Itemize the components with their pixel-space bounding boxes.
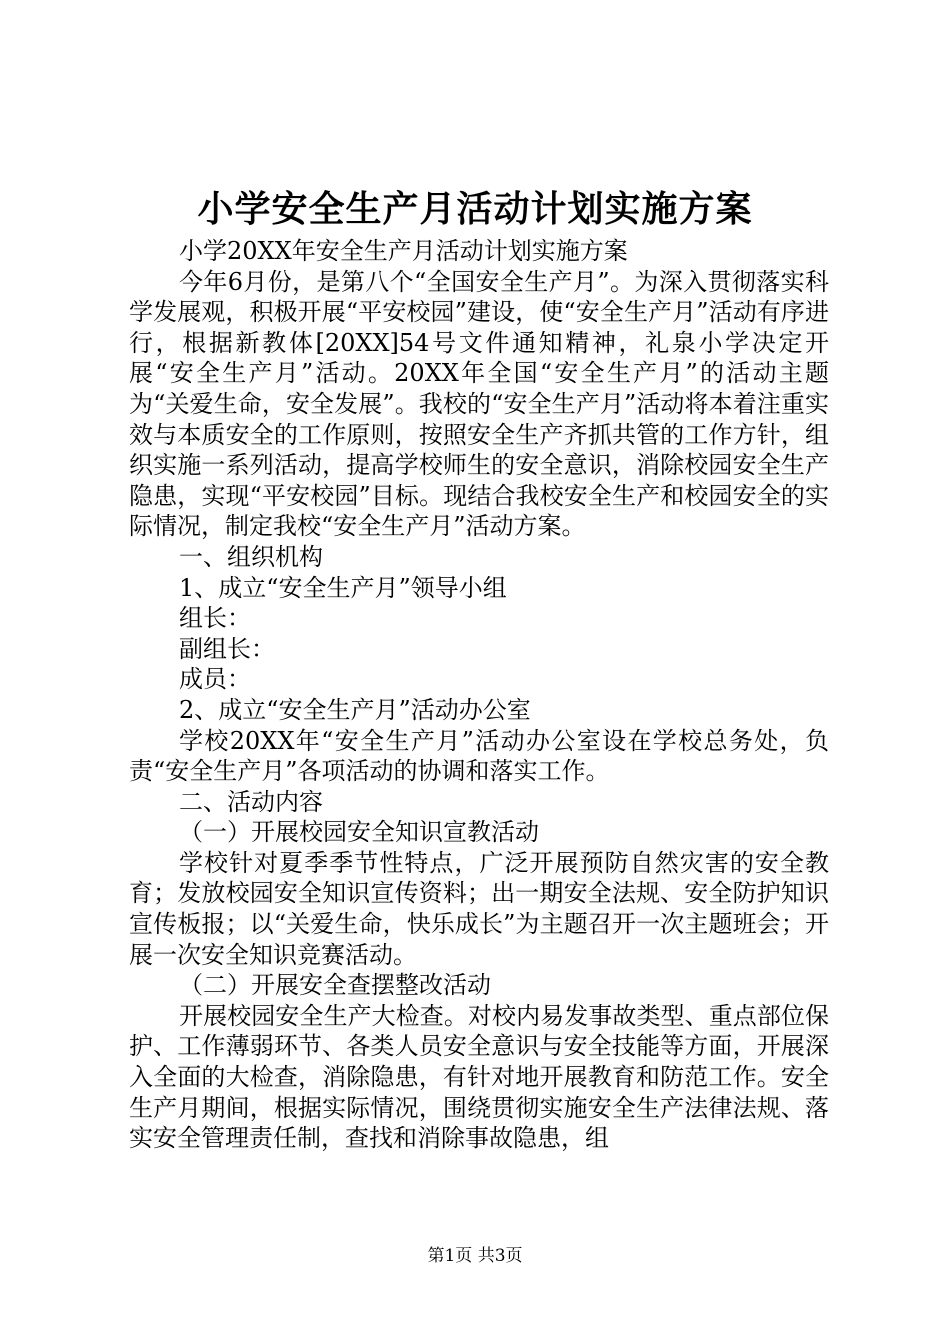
- document-title: 小学安全生产月活动计划实施方案: [197, 188, 753, 230]
- item-leadership-group: 1、成立“安全生产月”领导小组: [179, 573, 507, 602]
- section-heading-activities: 二、活动内容: [179, 787, 323, 816]
- paragraph-intro: 今年6月份，是第八个“全国安全生产月”。为深入贯彻落实科学发展观，积极开展“平安校园”建设，使“安全生产月”活动有序进行，根据新教体[20XX]54号文件通知精神，礼泉小学决定开展“安全生产月”活动。20XX年全国“安全生产月”的活动主题为“关爱生命，安全发展”。我校的“安全生产月”活动将本着注重实效与本质安全的工作原则，按照安全生产齐抓共管的工作方针，组织实施一系列活动，提高学校师生的安全意识，消除校园安全生产隐患，实现“平安校园”目标。现结合我校安全生产和校园安全的实际情况，制定我校“安全生产月”活动方案。: [129, 267, 829, 541]
- paragraph-inspection: 开展校园安全生产大检查。对校内易发事故类型、重点部位保护、工作薄弱环节、各类人员安全意识与安全技能等方面，开展深入全面的大检查，消除隐患，有针对地开展教育和防范工作。安全生产月期间，根据实际情况，围绕贯彻实施安全生产法律法规、落实安全管理责任制，查找和消除事故隐患，组: [129, 1001, 829, 1153]
- paragraph-office-location: 学校20XX年“安全生产月”活动办公室设在学校总务处，负责“安全生产月”各项活动的协调和落实工作。: [129, 726, 829, 786]
- paragraph-subtitle: 小学20XX年安全生产月活动计划实施方案: [179, 237, 628, 265]
- field-deputy-leader: 副组长：: [179, 634, 275, 663]
- field-group-leader: 组长：: [179, 604, 251, 633]
- subsection-heading-inspection: （二）开展安全查摆整改活动: [179, 971, 491, 1000]
- page-footer: 第1页 共3页: [427, 1246, 523, 1266]
- section-heading-organization: 一、组织机构: [179, 542, 323, 571]
- item-activity-office: 2、成立“安全生产月”活动办公室: [179, 695, 531, 724]
- document-body: [129, 236, 829, 1154]
- subsection-heading-education: （一）开展校园安全知识宣教活动: [179, 818, 539, 847]
- field-members: 成员：: [179, 665, 251, 694]
- paragraph-education: 学校针对夏季季节性特点，广泛开展预防自然灾害的安全教育；发放校园安全知识宣传资料；出一期安全法规、安全防护知识宣传板报；以“关爱生命，快乐成长”为主题召开一次主题班会；开展一次安全知识竞赛活动。: [129, 848, 829, 969]
